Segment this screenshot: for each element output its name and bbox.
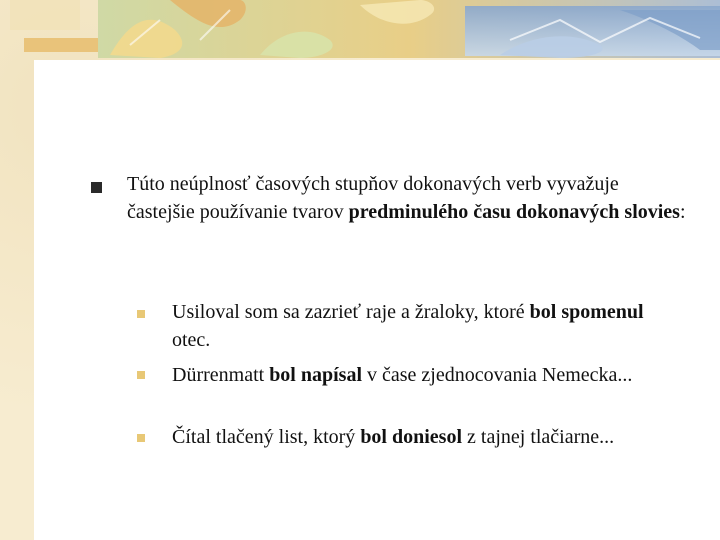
list-item-text: Čítal tlačený list, ktorý xyxy=(172,426,361,448)
list-item xyxy=(172,423,672,451)
list-item-text: Dürrenmatt xyxy=(172,364,270,386)
list-item-text-end: otec. xyxy=(172,329,211,351)
main-text-bold: predminulého času dokonavých slovies xyxy=(348,201,680,223)
sub-bullet-icon xyxy=(137,371,145,379)
list-item-bold: bol doniesol xyxy=(360,426,463,448)
main-bullet-icon xyxy=(91,182,102,193)
sub-bullet-icon xyxy=(137,434,145,442)
list-item-bold: bol spomenul xyxy=(529,301,644,323)
main-text-part1: Túto neúplnosť časových stupňov dokonavých verb vyvažuje častejšie používanie tvarov xyxy=(127,173,619,223)
list-item-text-end: z tajnej tlačiarne... xyxy=(462,426,615,448)
list-item-text: Usiloval som sa zazrieť raje a žraloky, ktoré xyxy=(172,301,530,323)
list-item xyxy=(172,361,672,389)
main-paragraph xyxy=(127,170,687,226)
list-item xyxy=(172,298,672,354)
list-item-text-end: v čase zjednocovania Nemecka... xyxy=(362,364,633,386)
list-item-bold: bol napísal xyxy=(269,364,363,386)
sub-bullet-icon xyxy=(137,310,145,318)
main-text-part2: : xyxy=(679,201,686,223)
